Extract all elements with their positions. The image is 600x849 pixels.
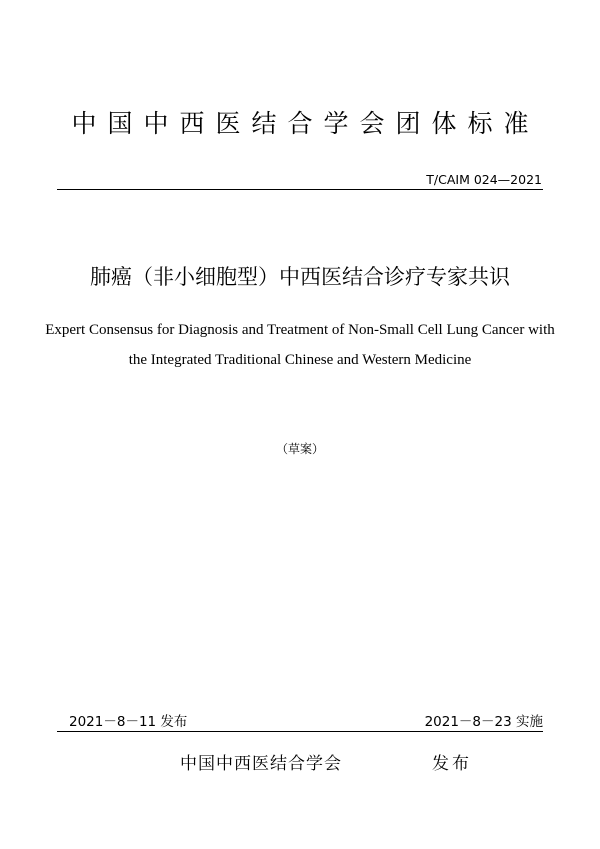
- issue-date: 2021－8－11 发布: [69, 714, 188, 730]
- organization-standard-heading: 中国中西医结合学会团体标准: [71, 109, 540, 138]
- draft-label: （草案）: [275, 442, 324, 456]
- document-title-english-line-1: Expert Consensus for Diagnosis and Treatment of Non-Small Cell Lung Cancer with: [45, 322, 555, 338]
- document-title-english-line-2: the Integrated Traditional Chinese and Western Medicine: [128, 352, 472, 368]
- document-title-chinese: 肺癌（非小细胞型）中西医结合诊疗专家共识: [90, 265, 510, 289]
- publish-label: 发布: [432, 754, 472, 774]
- top-divider-line: [57, 189, 543, 190]
- bottom-divider-line: [57, 731, 543, 732]
- publisher-name: 中国中西医结合学会: [180, 754, 342, 774]
- implementation-date: 2021－8－23 实施: [424, 714, 543, 730]
- standard-number: T/CAIM 024—2021: [426, 172, 542, 187]
